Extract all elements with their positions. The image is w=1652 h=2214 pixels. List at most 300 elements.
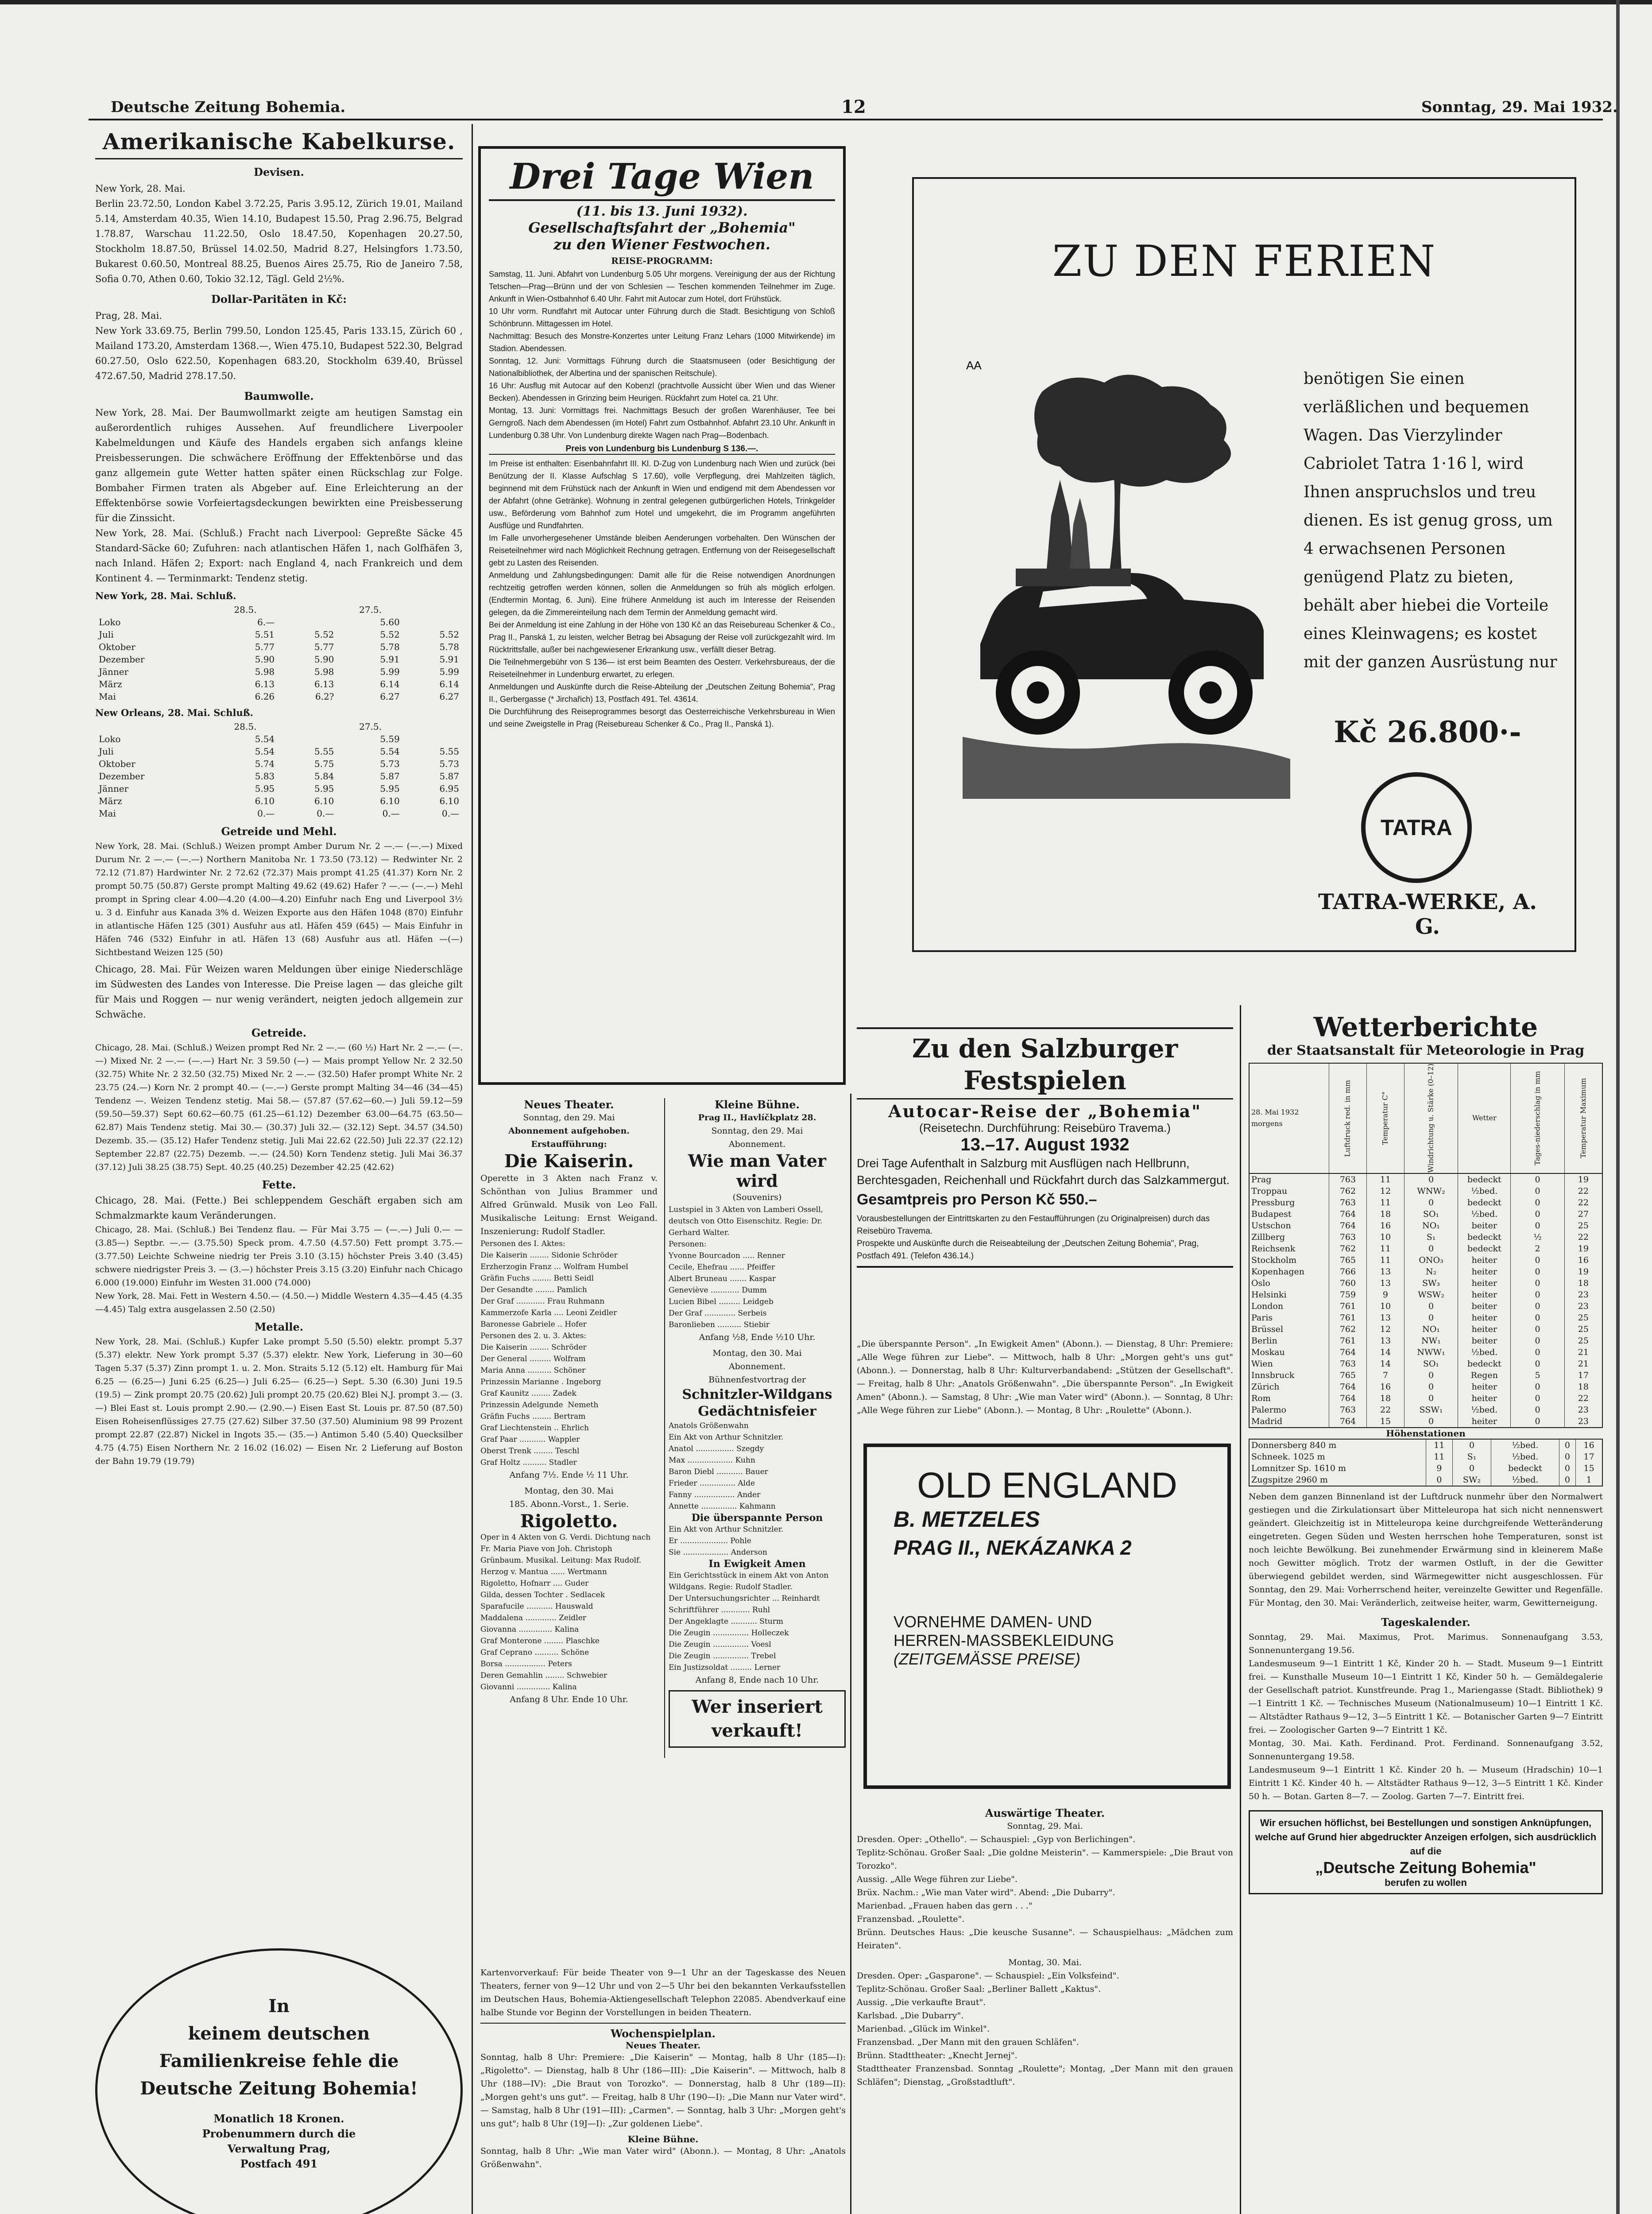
- metal-heading: Metalle.: [254, 1320, 304, 1333]
- cables-column: [95, 128, 466, 1468]
- weather-value: 0: [1511, 1254, 1564, 1266]
- weather-value: 0: [1511, 1335, 1564, 1347]
- value-cell: 0.—: [441, 808, 459, 819]
- weather-heights-table: [1249, 1440, 1603, 1486]
- weather-value: 0: [1404, 1243, 1458, 1254]
- row-label: Mai: [99, 808, 116, 819]
- value-cell: 5.77: [255, 642, 275, 652]
- height-value: 0: [1452, 1440, 1491, 1451]
- family-ad-sample: Probenummern durch die: [202, 2127, 356, 2140]
- weather-value: 0: [1404, 1173, 1458, 1185]
- weather-station: Kopenhagen: [1249, 1266, 1329, 1277]
- family-ad-line: Deutsche Zeitung Bohemia!: [140, 2078, 418, 2099]
- height-station: Donnersberg 840 m: [1249, 1440, 1426, 1451]
- weather-value: heiter: [1458, 1324, 1511, 1335]
- header-rule: [89, 119, 1603, 120]
- weather-value: 762: [1329, 1243, 1366, 1254]
- grain-text: New York, 28. Mai. (Schluß.) Weizen prompt Amber Durum Nr. 2 —.— (—.—) Mixed Durum Nr. 2 —.— (—.—) Northern Manitoba Nr. 1 73.50 (73.12) — Redwinter Nr. 2 72.12 (71.87) Hardwinter Nr. 2 72.62 (72.37) Mais prompt 41.25 (41.37) Korn Nr. 2 prompt 50.75 (50.87) Gerste prompt Malting 49.62 (49.62) Hafer ? —.— (—.—) Mehl prompt in Spring clear 4.00—4.20 (4.00—4.20) Einfuhr nach Eng und Liverpool 3½ u. 3 d. Einfuhr aus Kanada 3% d. Weizen Exporte aus den Häfen 1048 (870) Einfuhr in atlantische Häfen 125 (301) Ausfuhr aus atl. Häfen 459 (645) — Mais Einfuhr in Häfen 746 (532) Einfuhr in atl. Häfen 13 (68) Ausfuhr aus atl. Häfen —(—) Sichtbestand Weizen 125 (50): [95, 841, 466, 957]
- value-cell: 5.77: [314, 642, 334, 652]
- tatra-car-illustration: [963, 356, 1290, 799]
- column-rule-1: [472, 124, 473, 2214]
- fat-text-3: New York, 28. Mai. Fett in Western 4.50.— (4.50.—) Middle Western 4.35—4.45 (4.35—4.45) Talg extra ausgelassen 2.50 (2.50): [95, 1291, 463, 1314]
- height-value: 0: [1559, 1463, 1576, 1474]
- weather-value: 25: [1564, 1220, 1602, 1231]
- vienna-program-heading: REISE-PROGRAMM:: [611, 255, 713, 266]
- value-cell: 5.84: [314, 771, 334, 782]
- weather-value: 0: [1511, 1173, 1564, 1185]
- value-cell: 5.99: [380, 666, 400, 677]
- value-cell: 5.83: [255, 771, 275, 782]
- kleine-monday-title3: In Ewigkeit Amen: [708, 1558, 806, 1570]
- weather-value: 763: [1329, 1358, 1366, 1370]
- neues-text: Operette in 3 Akten nach Franz v. Schönthan von Julius Brammer und Alfred Grünwald. Musik von Leo Fall. Musikalische Leitung: Ernst Weigand. Inszenierung: Rudolf Stadler.: [480, 1173, 661, 1236]
- salzburg-dates: 13.–17. August 1932: [960, 1135, 1130, 1154]
- table-header-cell: 28.5.: [234, 604, 257, 615]
- weather-value: 0: [1511, 1266, 1564, 1277]
- old-england-line1: VORNEHME DAMEN- UND: [894, 1613, 1092, 1631]
- weather-value: 764: [1329, 1220, 1366, 1231]
- weather-time: morgens: [1251, 1119, 1283, 1128]
- row-label: März: [99, 796, 122, 806]
- value-cell: [278, 616, 337, 628]
- tatra-title: ZU DEN FERIEN: [1052, 236, 1436, 286]
- weather-station: Reichsenk: [1249, 1243, 1329, 1254]
- value-cell: 5.98: [314, 666, 334, 677]
- vienna-title: Drei Tage Wien: [510, 155, 814, 197]
- value-cell: 5.87: [380, 771, 400, 782]
- weather-value: 13: [1366, 1266, 1404, 1277]
- calendar-text: Sonntag, 29. Mai. Maximus, Prot. Marimus. Sonnenaufgang 3.53, Sonnenuntergang 19.56. Landesmuseum 9—1 Eintritt 1 Kč, Kinder 20 h. — Stadt. Museum 9—1 Eintritt frei. — Kunsthalle Museum 10—1 Eintritt 1 Kč, Kinder 50 h. — Gemäldegalerie der Gesellschaft patriot. Kunstfreunde. Prag 1., Mariengasse (Stadt. Bibliothek) 9—1 Eintritt 1 Kč. — Technisches Museum (Nationalmuseum) 10—1 Eintritt 1 Kč. — Altstädter Rathaus 9—12, 3—5 Eintritt 1 Kč. — Botanischer Garten 9—7 Eintritt frei. — Zoologischer Garten 9—7 Eintritt 1 Kč. Montag, 30. Mai. Kath. Ferdinand. Prot. Ferdinand. Sonnenaufgang 3.52, Sonnenuntergang 19.58. Landesmuseum 9—1 Eintritt 1 Kč. Kinder 20 h. — Museum (Hradschin) 10—1 Eintritt 1 Kč. Kinder 40 h. — Altstädter Rathaus 9—12, 3—5 Eintritt 1 Kč. Kinder 50 h. — Botan. Garten 8—7. — Zoolog. Garten 7—7. Eintritt frei.: [1249, 1632, 1603, 1801]
- weather-date: 28. Mai 1932: [1251, 1108, 1299, 1117]
- weather-station: Budapest: [1249, 1208, 1329, 1220]
- weather-station: Oslo: [1249, 1277, 1329, 1289]
- table-row: [95, 690, 463, 703]
- height-value: 0: [1426, 1474, 1452, 1486]
- value-cell: 0.—: [382, 808, 400, 819]
- weather-value: 2: [1511, 1243, 1564, 1254]
- tatra-logo-text: TATRA: [1381, 815, 1452, 840]
- fat-heading: Fette.: [262, 1178, 296, 1191]
- weather-value: 23: [1564, 1416, 1602, 1428]
- old-england-address: PRAG II., NEKÁZANKA 2: [894, 1536, 1132, 1559]
- value-cell: 5.73: [380, 759, 400, 769]
- weather-value: 21: [1564, 1347, 1602, 1358]
- tatra-artist-mark: AA: [966, 359, 982, 372]
- weather-value: heiter: [1458, 1254, 1511, 1266]
- tatra-ad: [912, 177, 1576, 952]
- neues-date: Sonntag, den 29. Mai: [523, 1113, 615, 1122]
- weather-value: 0: [1511, 1301, 1564, 1312]
- weather-sub: der Staatsanstalt für Meteorologie in Prag: [1267, 1043, 1585, 1058]
- weather-row: [1249, 1173, 1602, 1185]
- neues-monday-title: Rigoletto.: [520, 1511, 618, 1532]
- table-row: [95, 616, 463, 628]
- weather-value: 19: [1564, 1266, 1602, 1277]
- value-cell: 6.2?: [315, 691, 334, 702]
- weather-value: 763: [1329, 1231, 1366, 1243]
- weather-value: ½bed.: [1458, 1347, 1511, 1358]
- weather-value: 0: [1404, 1416, 1458, 1428]
- family-ad-price: Monatlich 18 Kronen.: [213, 2112, 344, 2125]
- weather-value: bedeckt: [1458, 1173, 1511, 1185]
- value-cell: 5.54: [255, 746, 275, 757]
- kleine-monday-end: Anfang 8, Ende nach 10 Uhr.: [695, 1675, 819, 1685]
- value-cell: 5.90: [314, 654, 334, 665]
- grain2-text: Chicago, 28. Mai. (Schluß.) Weizen prompt Red Nr. 2 —.— (60 ½) Hart Nr. 2 —.— (—.—) Mixed Nr. 2 —.— (—.—) Hart Nr. 3 59.50 (—) — Mais prompt Yellow Nr. 2 32.50 (32.75) White Nr. 2 32.50 (32.75) Mixed Nr. 2 —.— (32.50) Hafer prompt White Nr. 2 23.75 (24.—) Korn Nr. 2 prompt 40.— (—.—) Gerste prompt Malting 34—46 (34—45) Tendenz —. Weizen Tendenz stetig. Mai 58.— (57.87 (57.62—60.—) Juli 59.12—59 (59.50—59.37) Sept 60.62—60.75 (61.25—61.12) Dezember 63.00—64.75 (63.50—62.87) Mais Tendenz stetig. Mai 30.— (30.37) Juli 32.— (32.12) Sept. 34.57 (34.50) Dezemb. 35.— (35.12) Hafer Tendenz stetig. Juli Mai 22.62 (22.50) Juli 22.37 (22.12) September 22.87 (22.75) Dezemb. —.— (24.50) Korn Tendenz stetig. Juli Mai 36.37 (37.12) Juli 38.25 (38.75) Sept. 40.25 (40.25) Dezember 42.25 (42.62): [95, 1043, 466, 1172]
- weather-value: 11: [1366, 1173, 1404, 1185]
- weather-row: [1249, 1335, 1602, 1347]
- wer-inseriert-line2: verkauft!: [712, 1720, 803, 1741]
- vienna-sub1: Gesellschaftsfahrt der „Bohemia": [528, 219, 796, 236]
- weather-value: 23: [1564, 1289, 1602, 1301]
- weather-text: Neben dem ganzen Binnenland ist der Luftdruck nunmehr über den Normalwert gestiegen und die Zirkulationsart über Mitteleuropa hat sich nicht nennenswert geändert. Gleichzeitig ist in Mitteleuropa keine durchgreifende Wetteränderung eingetreten. Gegen Süden und Westen herrschen hohe Temperaturen, sonst ist noch leichte Bewölkung. Bei zunehmender Erwärmung sind in kleinerem Maße noch Gewitter möglich. Trotz der warmen Ostluft, in der die Gewitter überwiegend gebildet werden, sind Wärmegewitter nicht ausgeschlossen. Für Sonntag, den 29. Mai: Vorherrschend heiter, vereinzelte Gewitter und Regenfälle. Für Montag, den 30. Mai: Veränderlich, zeitweise heiter, warm, Gewitterneigung.: [1249, 1491, 1606, 1608]
- weather-value: 765: [1329, 1254, 1366, 1266]
- vienna-terms: Im Preise ist enthalten: Eisenbahnfahrt III. Kl. D-Zug von Lundenburg nach Wien und zurück (bei Benützung der II. Klasse Aufschlag S 17.60), volle Verpflegung, drei Mahlzeiten täglich, beginnend mit dem Frühstück nach der Ankunft in Wien und endigend mit dem Abendessen vor der Abfahrt (ohne Getränke). Wohnung in zentral gelegenen gutbürgerlichen Hotels, Trinkgelder usw., Beförderung vom Bahnhof zum Hotel und umgekehrt, die im Programm angeführten Ausflüge und Rundfahrten. Im Falle unvorhergesehener Umstände bleiben Aenderungen vorbehalten. Den Wünschen der Reiseteilnehmer wird nach Möglichkeit Rechnung getragen. Entfernung von der Reisegesellschaft gebt zu Lasten des Reisenden. Anmeldung und Zahlungsbedingungen: Damit alle für die Reise notwendigen Anordnungen rechtzeitig getroffen werden können, sollen die Anmeldungen so früh als möglich erfolgen. (Endtermin Montag, 6. Juni). Eine frühere Anmeldung ist auch im Interesse der Reisenden gelegen, da die Zimmereinteilung nach dem Termin der Anmeldung gemacht wird. Bei der Anmeldung ist eine Zahlung in der Höhe von 130 Kč an das Reisebureau Schenker & Co., Prag II., Panská 1, zu leisten, welcher Betrag bei Absagung der Reise voll zurückgezahlt wird. Im Rücktrittsfalle, außer bei nachgewiesener Erkrankung usw., verfällt dieser Betrag. Die Teilnehmergebühr von S 136— ist erst beim Beamten des Oesterr. Verkehrsbureaus, der die Reiseteilnehmer in Lundenburg erwartet, zu erlegen. Anmeldungen und Auskünfte durch die Reise-Abteilung der „Deutschen Zeitung Bohemia", Prag II., Gerbergasse (* Jirchařich) 13, Postfach 491. Tel. 43614. Die Durchführung des Reiseprogrammes besorgt das Oesterreichische Verkehrsbureau in Wien und seine Zweigstelle in Prag (Reisebureau Schenker & Co., Prag II., Panská 1).: [489, 459, 835, 728]
- weather-height-row: [1249, 1451, 1602, 1463]
- weather-height-row: [1249, 1463, 1602, 1474]
- neues-monday: Montag, den 30. Mai 185. Abonn.-Vorst., 1. Serie.: [509, 1486, 629, 1509]
- grain2-heading: Getreide.: [251, 1026, 307, 1039]
- value-cell: 5.52: [439, 629, 459, 640]
- weather-row: [1249, 1358, 1602, 1370]
- weather-value: 9: [1366, 1289, 1404, 1301]
- weather-value: S₁: [1404, 1231, 1458, 1243]
- top-scan-edge: [0, 0, 1652, 4]
- weather-col-pressure: Luftdruck red. in mm: [1329, 1063, 1366, 1173]
- family-ad-lines: [97, 1993, 460, 2102]
- weather-value: beiter: [1458, 1335, 1511, 1347]
- value-cell: 5.90: [255, 654, 275, 665]
- height-value: ½bed.: [1491, 1474, 1559, 1486]
- weather-value: 760: [1329, 1277, 1366, 1289]
- value-cell: [403, 616, 463, 628]
- table-header-cell: [403, 720, 463, 733]
- weather-value: 759: [1329, 1289, 1366, 1301]
- weather-row: [1249, 1231, 1602, 1243]
- weather-value: 0: [1511, 1416, 1564, 1428]
- kleine-monday-title: Schnitzler-Wildgans Gedächtnisfeier: [682, 1387, 832, 1419]
- row-label: Juli: [99, 746, 114, 757]
- weather-station: London: [1249, 1301, 1329, 1312]
- weather-value: 764: [1329, 1393, 1366, 1404]
- family-ad: [95, 1948, 463, 2214]
- weather-value: beiter: [1458, 1301, 1511, 1312]
- height-value: bedeckt: [1491, 1463, 1559, 1474]
- weather-value: 22: [1564, 1197, 1602, 1208]
- weather-value: SW₃: [1404, 1277, 1458, 1289]
- height-value: S₁: [1452, 1451, 1491, 1463]
- header-newspaper-name: Deutsche Zeitung Bohemia.: [111, 98, 346, 116]
- table-row: [95, 641, 463, 653]
- salzburg-text: Drei Tage Aufenthalt in Salzburg mit Ausflügen nach Hellbrunn, Berchtesgaden, Reichenhall und Rückfahrt durch das Salzkammergut.: [857, 1157, 1230, 1187]
- value-cell: 5.87: [439, 771, 459, 782]
- salzburg-title: Zu den Salzburger Festspielen: [912, 1033, 1178, 1095]
- calendar-heading: Tageskalender.: [1381, 1615, 1470, 1629]
- weather-value: 0: [1511, 1347, 1564, 1358]
- weather-value: 763: [1329, 1173, 1366, 1185]
- family-ad-admin: Verwaltung Prag,: [227, 2142, 331, 2155]
- weather-value: bedeckt: [1458, 1243, 1511, 1254]
- weather-station: Berlin: [1249, 1335, 1329, 1347]
- row-label: Juli: [99, 629, 114, 640]
- tatra-company: TATRA-WERKE, A. G.: [1318, 890, 1537, 939]
- family-ad-line: keinem deutschen: [188, 2023, 370, 2044]
- table-row: [95, 758, 463, 770]
- weather-value: 16: [1564, 1254, 1602, 1266]
- weather-value: 0: [1511, 1208, 1564, 1220]
- weather-row: [1249, 1254, 1602, 1266]
- height-value: ½bed.: [1491, 1440, 1559, 1451]
- tatra-price: Kč 26.800·-: [1334, 715, 1521, 749]
- value-cell: 5.59: [380, 734, 400, 744]
- weather-row: [1249, 1416, 1602, 1428]
- weather-station: Palermo: [1249, 1404, 1329, 1416]
- kleine-monday-text2: Ein Akt von Arthur Schnitzler. Er .................... Pohle Sie ................... Anderson: [669, 1525, 784, 1557]
- salzburg-fine: Vorausbestellungen der Eintrittskarten zu den Festaufführungen (zu Originalpreisen) durch das Reisebüro Travema. Prospekte und Auskünfte durch die Reiseabteilung der „Deutschen Zeitung Bohemia", Prag, Postfach 491. (Telefon 436.14.): [857, 1214, 1210, 1261]
- spielplan-kleine: Kleine Bühne.: [627, 2134, 699, 2144]
- weather-row: [1249, 1185, 1602, 1197]
- kleine-address: Prag II., Havlíčkplatz 28.: [698, 1113, 816, 1122]
- weather-station: Rom: [1249, 1393, 1329, 1404]
- weather-value: ½: [1511, 1231, 1564, 1243]
- value-cell: 5.95: [255, 783, 275, 794]
- weather-value: bedeckt: [1458, 1197, 1511, 1208]
- height-value: 16: [1576, 1440, 1602, 1451]
- neues-end: Anfang 7½. Ende ½ 11 Uhr.: [509, 1470, 629, 1480]
- old-england-line3: (ZEITGEMÄSSE PREISE): [894, 1650, 1081, 1668]
- weather-station: Paris: [1249, 1312, 1329, 1324]
- row-label: Jänner: [99, 666, 129, 677]
- value-cell: 5.99: [439, 666, 459, 677]
- cables-title-rule: [95, 158, 463, 159]
- weather-value: 7: [1366, 1370, 1404, 1381]
- no-cotton-table: [95, 720, 463, 820]
- value-cell: 6.10: [380, 796, 400, 806]
- weather-value: 763: [1329, 1197, 1366, 1208]
- table-header-cell: 27.5.: [359, 721, 382, 732]
- value-cell: 5.55: [439, 746, 459, 757]
- neues-abo: Abonnement aufgehoben.: [508, 1126, 630, 1136]
- weather-row: [1249, 1220, 1602, 1231]
- value-cell: 6.13: [255, 679, 275, 689]
- neues-theater-heading: Neues Theater.: [524, 1098, 614, 1111]
- value-cell: 5.55: [314, 746, 334, 757]
- value-cell: 5.52: [380, 629, 400, 640]
- weather-value: NO₁: [1404, 1324, 1458, 1335]
- vienna-dates: (11. bis 13. Juni 1932).: [576, 204, 748, 219]
- row-label: Dezember: [99, 654, 145, 665]
- weather-value: beiter: [1458, 1220, 1511, 1231]
- theater-divider: [664, 1098, 665, 1758]
- weather-value: ½bed.: [1458, 1185, 1511, 1197]
- weather-station: Prag: [1249, 1173, 1329, 1185]
- value-cell: 6.—: [257, 617, 275, 627]
- old-england-name: OLD ENGLAND: [917, 1465, 1177, 1506]
- kleine-text: Lustspiel in 3 Akten von Lamberi Ossell, deutsch von Otto Eisenschitz. Regie: Dr. Gerhard Walter. Personen: Yvonne Bourcadon ..... Renner Cecile, Ehefrau ...... Pfeiffer Albert Bruneau ....... Kaspar Geneviève ............ Dumm Lucien Bibel ......... Leidgeb Der Graf ............. Serbeis Baronlieben .......... Stiebir: [669, 1205, 823, 1329]
- kleine-heading: Kleine Bühne.: [715, 1098, 800, 1111]
- value-cell: 5.73: [439, 759, 459, 769]
- weather-value: 761: [1329, 1301, 1366, 1312]
- repertoire-text: „Die überspannte Person". „In Ewigkeit Amen" (Abonn.). — Dienstag, 8 Uhr: Premiere: „Alle Wege führen zur Liebe". — Mittwoch, halb 8 Uhr: „Morgen geht's uns gut" (Abonn.). — Donnerstag, halb 8 Uhr: Kulturverbandabend: „Stützen der Gesellschaft". — Freitag, halb 8 Uhr: „Anatols Größenwahn". „Die überspannte Person". „In Ewigkeit Amen" (Abonn.). — Samstag, 8 Uhr: „Wie man Vater wird" (Abonn.). — Sonntag, 8 Uhr: „Alle Wege führen zur Liebe" (Abonn.). — Montag, 8 Uhr: „Roulette" (Abonn.).: [857, 1339, 1236, 1415]
- weather-value: 23: [1564, 1404, 1602, 1416]
- metal-text: New York, 28. Mai. (Schluß.) Kupfer Lake prompt 5.50 (5.50) elektr. prompt 5.37 (5.37) elektr. New York prompt 5.37 (5.37) elektr. New York, Lieferung in 30—60 Tagen 5.37 (5.37) Zinn prompt 1. u. 2. Mon. Straits 5.12 (5.12) elt. Hamburg für Mai 6.25 — (6.25—) Juni 6.25 (6.25—) Juli 6.25— (6.25—) Sept. 5.30 (6.30) Juni 19.5 (19.5) — Zink prompt 20.75 (20.62) Juli prompt 20.75 (20.62) Blei N.J. prompt 3.— (3.—) Blei East st. Louis prompt 2.90.— (2.90.—) Eisen East St. Louis pr. 87.50 (87.50) Eisen Roheisenflüssiges 27.75 (27.62) Silber 37.50 (37.50) Aluminium 98 99 Prozent prompt 22.87 (22.87) Nickel in Ingots 35.— (35.—) Antimon 5.40 (5.40) Quecksilber 4.75 (4.75) Eisen Northern Nr. 2 16.02 (16.02) — Eisen Nr. 2 Lieferung auf Boston der Bahn 19.79 (19.79): [95, 1337, 466, 1466]
- weather-value: 13: [1366, 1277, 1404, 1289]
- weather-value: heiter: [1458, 1393, 1511, 1404]
- weather-value: 22: [1564, 1231, 1602, 1243]
- value-cell: 5.51: [255, 629, 275, 640]
- weather-row: [1249, 1243, 1602, 1254]
- weather-col-temp: Temperatur C°: [1366, 1063, 1404, 1173]
- auswaertige-date1: Sonntag, 29. Mai.: [1007, 1821, 1083, 1831]
- vienna-title-rule: [489, 199, 835, 201]
- table-row: [95, 733, 463, 745]
- old-england-ad: [863, 1444, 1231, 1789]
- kleine-monday-text3: Ein Gerichtsstück in einem Akt von Anton Wildgans. Regie: Rudolf Stadler. Der Untersuchungsrichter ... Reinhardt Schriftführer ............ Ruhl Der Angeklagte ........... Sturm Die Zeugin ............... Holleczek Die Zeugin ............... Voesl Die Zeugin ............... Trebel Ein Justizsoldat ......... Lerner: [669, 1571, 829, 1672]
- weather-value: 763: [1329, 1404, 1366, 1416]
- kleine-monday-2: Bühnenfestvortrag der: [708, 1375, 806, 1385]
- table-row: [95, 807, 463, 820]
- no-table-title: New Orleans, 28. Mai. Schluß.: [95, 707, 253, 718]
- weather-value: N₂: [1404, 1266, 1458, 1277]
- value-cell: 6.95: [439, 783, 459, 794]
- weather-value: 0: [1511, 1358, 1564, 1370]
- value-cell: [403, 733, 463, 745]
- weather-value: heiter: [1458, 1266, 1511, 1277]
- row-label: Dezember: [99, 771, 145, 782]
- weather-value: 19: [1564, 1243, 1602, 1254]
- tatra-logo: [1361, 772, 1472, 883]
- value-cell: [278, 733, 337, 745]
- height-value: 0: [1559, 1440, 1576, 1451]
- weather-col-precip: Tages-niederschlag in mm: [1511, 1063, 1564, 1173]
- weather-station: Moskau: [1249, 1347, 1329, 1358]
- weather-value: 0: [1511, 1312, 1564, 1324]
- value-cell: 6.14: [439, 679, 459, 689]
- weather-value: 22: [1366, 1404, 1404, 1416]
- weather-value: heiter: [1458, 1416, 1511, 1428]
- weather-value: 11: [1366, 1197, 1404, 1208]
- vienna-price: Preis von Lundenburg bis Lundenburg S 136.—.: [489, 444, 835, 455]
- weather-value: 25: [1564, 1312, 1602, 1324]
- weather-value: NW₁: [1404, 1335, 1458, 1347]
- weather-section: [1249, 1012, 1606, 1894]
- column-rule-3: [1240, 1005, 1241, 2214]
- weather-row: [1249, 1324, 1602, 1335]
- kleine-buehne: [669, 1098, 846, 1748]
- salzburg-rule: [857, 1098, 1233, 1099]
- weather-value: SO₁: [1404, 1358, 1458, 1370]
- weather-value: 17: [1564, 1370, 1602, 1381]
- vienna-sub2: zu den Wiener Festwochen.: [553, 236, 770, 253]
- weather-value: 0: [1511, 1393, 1564, 1404]
- header-date: Sonntag, 29. Mai 1932.: [1421, 98, 1618, 116]
- notice-line2: berufen zu wollen: [1385, 1877, 1467, 1888]
- fat-text-2: Chicago, 28. Mai. (Schluß.) Bei Tendenz flau. — Für Mai 3.75 — (—.—) Juli 0.— — (3.85—) Septbr. —.— (3.75.50) Speck prom. 4.7.50 (4.57.50) Fett prompt 3.75.— (3.77.50) Leichte Schweine niedrig ter Preis 3.10 (3.15) höchster Preis 3.40 (3.45) schwere niedrigster Preis 3. — (3.—) höchster Preis 3.15 (3.20) Einfuhr nach Chicago 6.000 (19.000) Einfuhr im Westen 31.000 (74.000): [95, 1225, 466, 1288]
- neues-theater: [480, 1098, 661, 1706]
- spielplan-kleine-text: Sonntag, halb 8 Uhr: „Wie man Vater wird" (Abonn.). — Montag, 8 Uhr: „Anatols Größenwahn".: [480, 2146, 849, 2169]
- vienna-program: Samstag, 11. Juni. Abfahrt von Lundenburg 5.05 Uhr morgens. Vereinigung der aus der Richtung Tetschen—Prag—Brünn und der von Schlesien — Teschen kommenden Teilnehmer im Zuge. Ankunft in Wien-Ostbahnhof 6.40 Uhr. Fahrt mit Autocar zum Hotel, dort Frühstück. 10 Uhr vorm. Rundfahrt mit Autocar unter Führung durch die Stadt. Besichtigung von Schloß Schönbrunn. Mittagessen im Hotel. Nachmittag: Besuch des Monstre-Konzertes unter Leitung Franz Lehars (1000 Mitwirkende) im Stadion. Abendessen. Sonntag, 12. Juni: Vormittags Führung durch die Staatsmuseen (oder Besichtigung der Nationalbibliothek, der Albertina und der spanischen Reitschule). 16 Uhr: Ausflug mit Autocar auf den Kobenzl (prachtvolle Aussicht über Wien und das Wiener Becken). Abendessen in Grinzing beim Heurigen. Rückfahrt zum Hotel ca. 21 Uhr. Montag, 13. Juni: Vormittags frei. Nachmittags Besuch der großen Warenhäuser, Tee bei Gerngroß. Nach dem Abendessen (im Hotel) Fahrt zum Ostbahnhof. Abfahrt 23.10 Uhr. Ankunft in Lundenburg 0.38 Uhr. Von Lundenburg direkte Wagen nach Prag—Bodenbach.: [489, 270, 835, 440]
- weather-value: 18: [1366, 1208, 1404, 1220]
- family-ad-line: In: [268, 1996, 290, 2017]
- table-row: [95, 678, 463, 690]
- value-cell: 5.52: [314, 629, 334, 640]
- kleine-title: Wie man Vater wird: [688, 1151, 826, 1191]
- salzburg-price: Gesamtpreis pro Person Kč 550.–: [857, 1191, 1097, 1208]
- value-cell: 5.60: [380, 617, 400, 627]
- height-value: 11: [1426, 1440, 1452, 1451]
- weather-value: 0: [1404, 1381, 1458, 1393]
- row-label: Loko: [99, 617, 121, 627]
- spielplan-heading: Wochenspielplan.: [611, 2027, 716, 2040]
- weather-value: 11: [1366, 1254, 1404, 1266]
- neues-monday-end: Anfang 8 Uhr. Ende 10 Uhr.: [510, 1695, 628, 1704]
- value-cell: 6.10: [314, 796, 334, 806]
- height-station: Lomnitzer Sp. 1610 m: [1249, 1463, 1426, 1474]
- auswaertige-heading: Auswärtige Theater.: [985, 1807, 1105, 1819]
- weather-value: heiter: [1458, 1381, 1511, 1393]
- devisen-heading: Devisen.: [254, 166, 304, 178]
- value-cell: 5.54: [380, 746, 400, 757]
- weather-value: heiter: [1458, 1312, 1511, 1324]
- salzburg-sub: Autocar-Reise der „Bohemia": [888, 1101, 1202, 1121]
- weather-station: Wien: [1249, 1358, 1329, 1370]
- weather-value: 11: [1366, 1243, 1404, 1254]
- weather-value: 23: [1564, 1301, 1602, 1312]
- weather-value: 0: [1404, 1301, 1458, 1312]
- weather-value: 21: [1564, 1358, 1602, 1370]
- weather-row: [1249, 1277, 1602, 1289]
- height-value: 0: [1452, 1463, 1491, 1474]
- old-england-line2: HERREN-MASSBEKLEIDUNG: [894, 1631, 1114, 1649]
- weather-station: Pressburg: [1249, 1197, 1329, 1208]
- kleine-monday-text: Anatols Größenwahn Ein Akt von Arthur Schnitzler. Anatol ................ Szegdy Max ................... Kuhn Baron Diebl ........... Bauer Frieder ............... Alde Fanny ................. Ander Annette ............... Kahmann: [669, 1421, 784, 1511]
- weather-value: 0: [1404, 1393, 1458, 1404]
- value-cell: 5.91: [380, 654, 400, 665]
- weather-value: 15: [1366, 1416, 1404, 1428]
- weather-value: 761: [1329, 1335, 1366, 1347]
- row-label: Loko: [99, 734, 121, 744]
- table-header-cell: [403, 604, 463, 616]
- weather-value: 762: [1329, 1324, 1366, 1335]
- tatra-text: benötigen Sie einen verläßlichen und bequemen Wagen. Das Vierzylinder Cabriolet Tatra 1·16 l, wird Ihnen anspruchslos und treu dienen. Es ist genug gross, um 4 erwachsenen Personen genügend Platz zu bieten, behält aber hiebei die Vorteile eines Kleinwagens; es kostet mit der ganzen Ausrüstung nur: [1304, 370, 1558, 671]
- weather-station: Innsbruck: [1249, 1370, 1329, 1381]
- auswaertige-date2: Montag, 30. Mai.: [1008, 1958, 1082, 1967]
- weather-row: [1249, 1197, 1602, 1208]
- weather-station: Zillberg: [1249, 1231, 1329, 1243]
- right-scan-edge: [1616, 0, 1620, 2214]
- weather-value: 27: [1564, 1208, 1602, 1220]
- height-value: 17: [1576, 1451, 1602, 1463]
- table-header-cell: 27.5.: [359, 604, 382, 615]
- height-station: Zugspitze 2960 m: [1249, 1474, 1426, 1486]
- weather-station: Madrid: [1249, 1416, 1329, 1428]
- weather-col-wind: Windrichtung u. Stärke (0–12): [1404, 1063, 1458, 1173]
- value-cell: 0.—: [317, 808, 334, 819]
- header-page-number: 12: [841, 97, 866, 117]
- weather-value: 14: [1366, 1358, 1404, 1370]
- weather-value: 0: [1404, 1370, 1458, 1381]
- height-value: 1: [1576, 1474, 1602, 1486]
- table-header-cell: [95, 720, 213, 733]
- value-cell: 6.27: [380, 691, 400, 702]
- table-row: [95, 653, 463, 666]
- weather-heights-heading: Höhenstationen: [1249, 1428, 1603, 1440]
- weather-value: NWW₁: [1404, 1347, 1458, 1358]
- auswaertige-text1: Dresden. Oper: „Othello". — Schauspiel: „Gyp von Berlichingen". Teplitz-Schönau. Großer Saal: „Die goldne Meisterin". — Kammerspiele: „Die Braut von Torozko". Aussig. „Alle Wege führen zur Liebe". Brüx. Nachm.: „Wie man Vater wird". Abend: „Die Dubarry". Marienbad. „Frauen haben das gern . . ." Franzensbad. „Roulette". Brünn. Deutsches Haus: „Die keusche Susanne". — Schauspielhaus: „Mädchen zum Heiraten".: [857, 1835, 1233, 1951]
- value-cell: 5.91: [439, 654, 459, 665]
- weather-value: 0: [1511, 1277, 1564, 1289]
- weather-value: 13: [1366, 1312, 1404, 1324]
